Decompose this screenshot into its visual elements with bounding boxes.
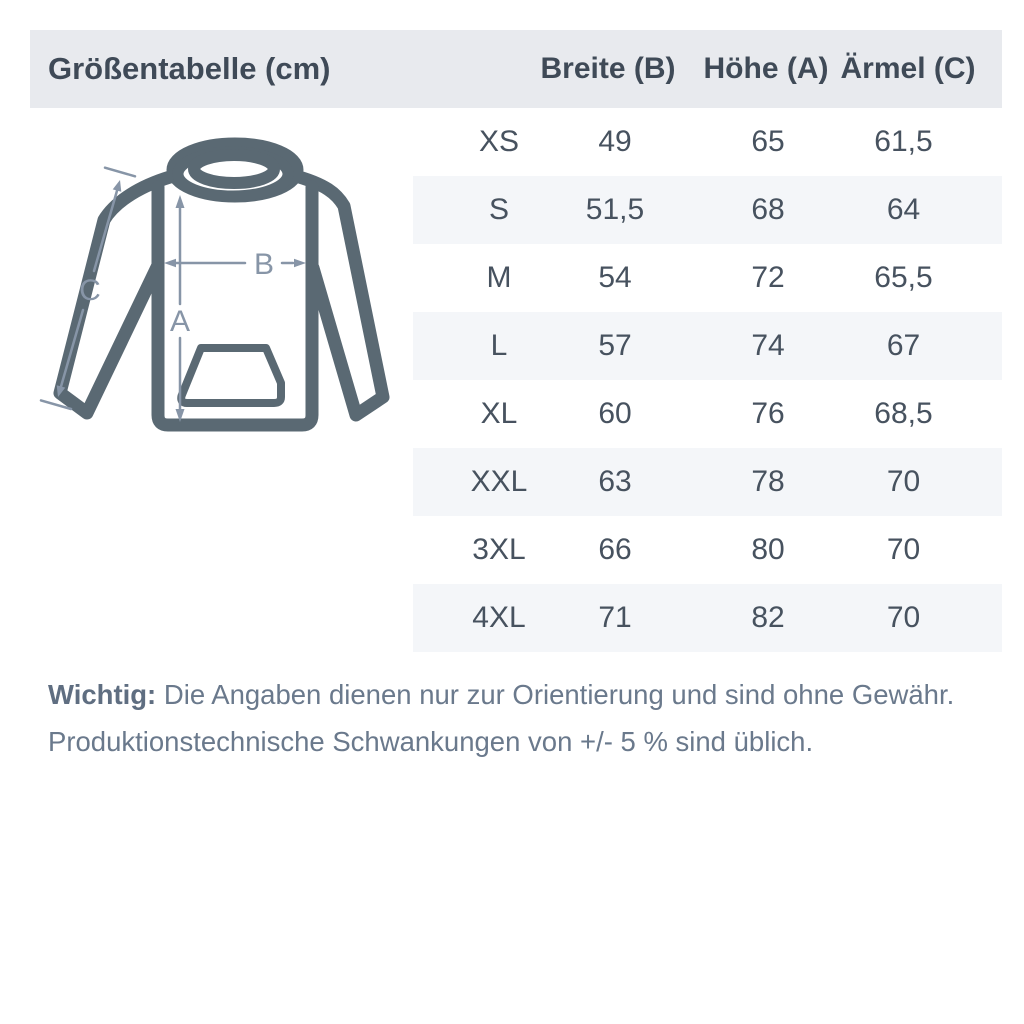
dimension-label-a: A bbox=[169, 305, 191, 338]
aermel-value: 65,5 bbox=[874, 261, 933, 294]
hoehe-value: 82 bbox=[751, 601, 785, 634]
dimension-label-c: C bbox=[79, 274, 101, 307]
dimension-label-b: B bbox=[253, 248, 275, 281]
column-header-hoehe: Höhe (A) bbox=[703, 52, 829, 85]
hoodie-measurement-diagram bbox=[30, 125, 425, 455]
size-label: M bbox=[486, 261, 512, 294]
breite-value: 63 bbox=[598, 465, 632, 498]
hoehe-value: 74 bbox=[751, 329, 785, 362]
hoehe-value: 80 bbox=[751, 533, 785, 566]
hoehe-value: 76 bbox=[751, 397, 785, 430]
breite-value: 51,5 bbox=[585, 193, 645, 226]
size-label: L bbox=[490, 329, 508, 362]
dimension-c-tick-top bbox=[105, 168, 135, 177]
breite-value: 57 bbox=[598, 329, 632, 362]
table-row-xxl bbox=[413, 448, 1002, 516]
column-header-breite: Breite (B) bbox=[540, 52, 676, 85]
table-row-s bbox=[413, 176, 1002, 244]
table-row-l bbox=[413, 312, 1002, 380]
column-header-aermel: Ärmel (C) bbox=[840, 52, 976, 85]
breite-value: 54 bbox=[598, 261, 632, 294]
hoodie-hood-inner bbox=[194, 155, 274, 183]
table-row-xl bbox=[413, 380, 1002, 448]
hoodie-pocket bbox=[181, 348, 281, 403]
size-label: 3XL bbox=[472, 533, 526, 566]
page-title: Größentabelle (cm) bbox=[48, 51, 331, 86]
table-row-4xl bbox=[413, 584, 1002, 652]
breite-value: 49 bbox=[598, 125, 632, 158]
table-row-m bbox=[413, 244, 1002, 312]
size-label: S bbox=[488, 193, 509, 226]
aermel-value: 70 bbox=[886, 601, 921, 634]
hoehe-value: 65 bbox=[751, 125, 785, 158]
important-note bbox=[48, 671, 968, 765]
breite-value: 66 bbox=[598, 533, 632, 566]
aermel-value: 61,5 bbox=[874, 125, 933, 158]
table-row-xs bbox=[413, 108, 1002, 176]
breite-value: 60 bbox=[598, 397, 632, 430]
note-prefix: Wichtig: bbox=[48, 679, 157, 710]
note-line2: Produktionstechnische Schwankungen von +/- 5 % sind üblich. bbox=[48, 726, 814, 757]
aermel-value: 70 bbox=[886, 533, 921, 566]
aermel-value: 64 bbox=[886, 193, 921, 226]
breite-value: 71 bbox=[598, 601, 632, 634]
aermel-value: 68,5 bbox=[874, 397, 933, 430]
note-line1: Die Angaben dienen nur zur Orientierung und sind ohne Gewähr. bbox=[163, 679, 955, 710]
hoehe-value: 68 bbox=[751, 193, 785, 226]
hoehe-value: 78 bbox=[751, 465, 785, 498]
size-label: 4XL bbox=[472, 601, 526, 634]
size-label: XS bbox=[478, 125, 520, 158]
aermel-value: 67 bbox=[886, 329, 921, 362]
hoehe-value: 72 bbox=[751, 261, 785, 294]
size-table bbox=[413, 108, 1002, 652]
aermel-value: 70 bbox=[886, 465, 921, 498]
size-label: XL bbox=[480, 397, 518, 430]
size-label: XXL bbox=[470, 465, 528, 498]
arrowhead-c-up-icon bbox=[113, 180, 122, 192]
table-row-3xl bbox=[413, 516, 1002, 584]
